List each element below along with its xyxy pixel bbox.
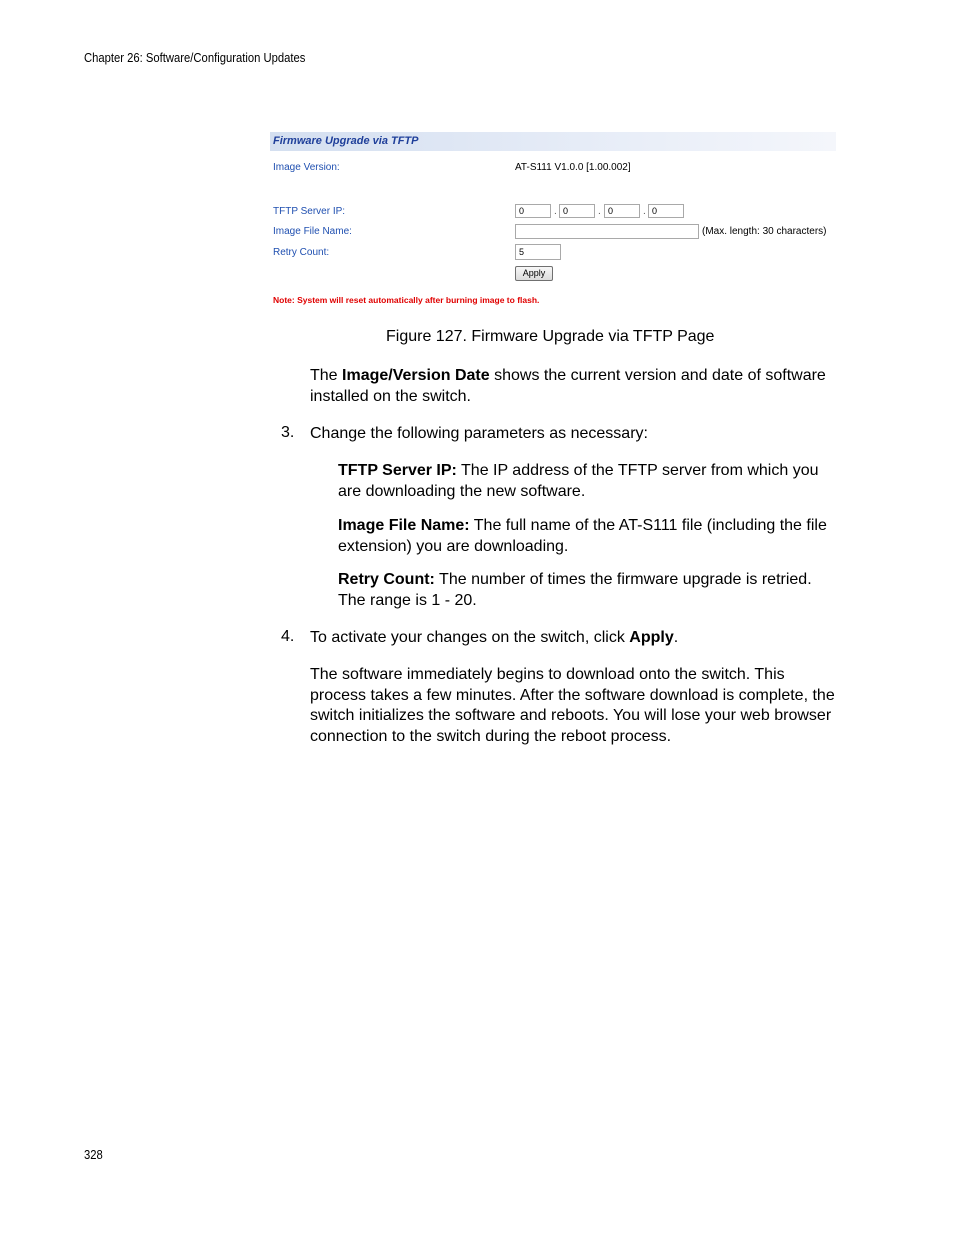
image-version-value: AT-S111 V1.0.0 [1.00.002]	[515, 162, 631, 173]
image-version-description: The Image/Version Date shows the current version and date of software installed on the switch.	[310, 367, 826, 405]
firmware-upgrade-screenshot	[270, 132, 836, 308]
ip-octet-4-input[interactable]: 0	[648, 204, 684, 218]
ip-octet-1-input[interactable]: 0	[515, 204, 551, 218]
page-number: 328	[84, 1148, 103, 1162]
step-4-text: To activate your changes on the switch, click Apply.	[310, 629, 679, 646]
step-3-number: 3.	[281, 424, 295, 441]
chapter-header: Chapter 26: Software/Configuration Updates	[84, 51, 306, 65]
image-version-label: Image Version:	[273, 162, 340, 173]
ip-octet-2-input[interactable]: 0	[559, 204, 595, 218]
max-length-hint: (Max. length: 30 characters)	[702, 226, 827, 237]
image-file-name-input[interactable]	[515, 224, 699, 239]
download-process-description: The software immediately begins to download onto the switch. This process takes a few minutes. After the software download is complete, the switch initializes the software and reboots. You will lose your web browser connection to the switch during the reboot process.	[310, 666, 835, 745]
apply-button[interactable]: Apply	[515, 266, 553, 281]
ip-dot-separator: .	[643, 206, 646, 217]
retry-count-description: Retry Count: The number of times the firmware upgrade is retried. The range is 1 - 20.	[338, 571, 812, 609]
retry-count-label: Retry Count:	[273, 247, 330, 258]
ip-octet-3-input[interactable]: 0	[604, 204, 640, 218]
image-file-name-label: Image File Name:	[273, 226, 352, 237]
tftp-server-ip-label: TFTP Server IP:	[273, 206, 346, 217]
retry-count-input[interactable]: 5	[515, 244, 561, 260]
reset-warning-note: Note: System will reset automatically after burning image to flash.	[273, 295, 540, 305]
panel-title: Firmware Upgrade via TFTP	[273, 135, 419, 147]
step-3-text: Change the following parameters as necessary:	[310, 425, 648, 442]
step-4-number: 4.	[281, 628, 295, 645]
panel-title-bar	[270, 132, 836, 151]
image-file-name-description: Image File Name: The full name of the AT-S111 file (including the file extension) you are downloading.	[338, 517, 827, 555]
ip-dot-separator: .	[554, 206, 557, 217]
ip-dot-separator: .	[598, 206, 601, 217]
tftp-server-ip-description: TFTP Server IP: The IP address of the TFTP server from which you are downloading the new software.	[338, 462, 819, 500]
figure-caption: Figure 127. Firmware Upgrade via TFTP Page	[386, 328, 715, 345]
